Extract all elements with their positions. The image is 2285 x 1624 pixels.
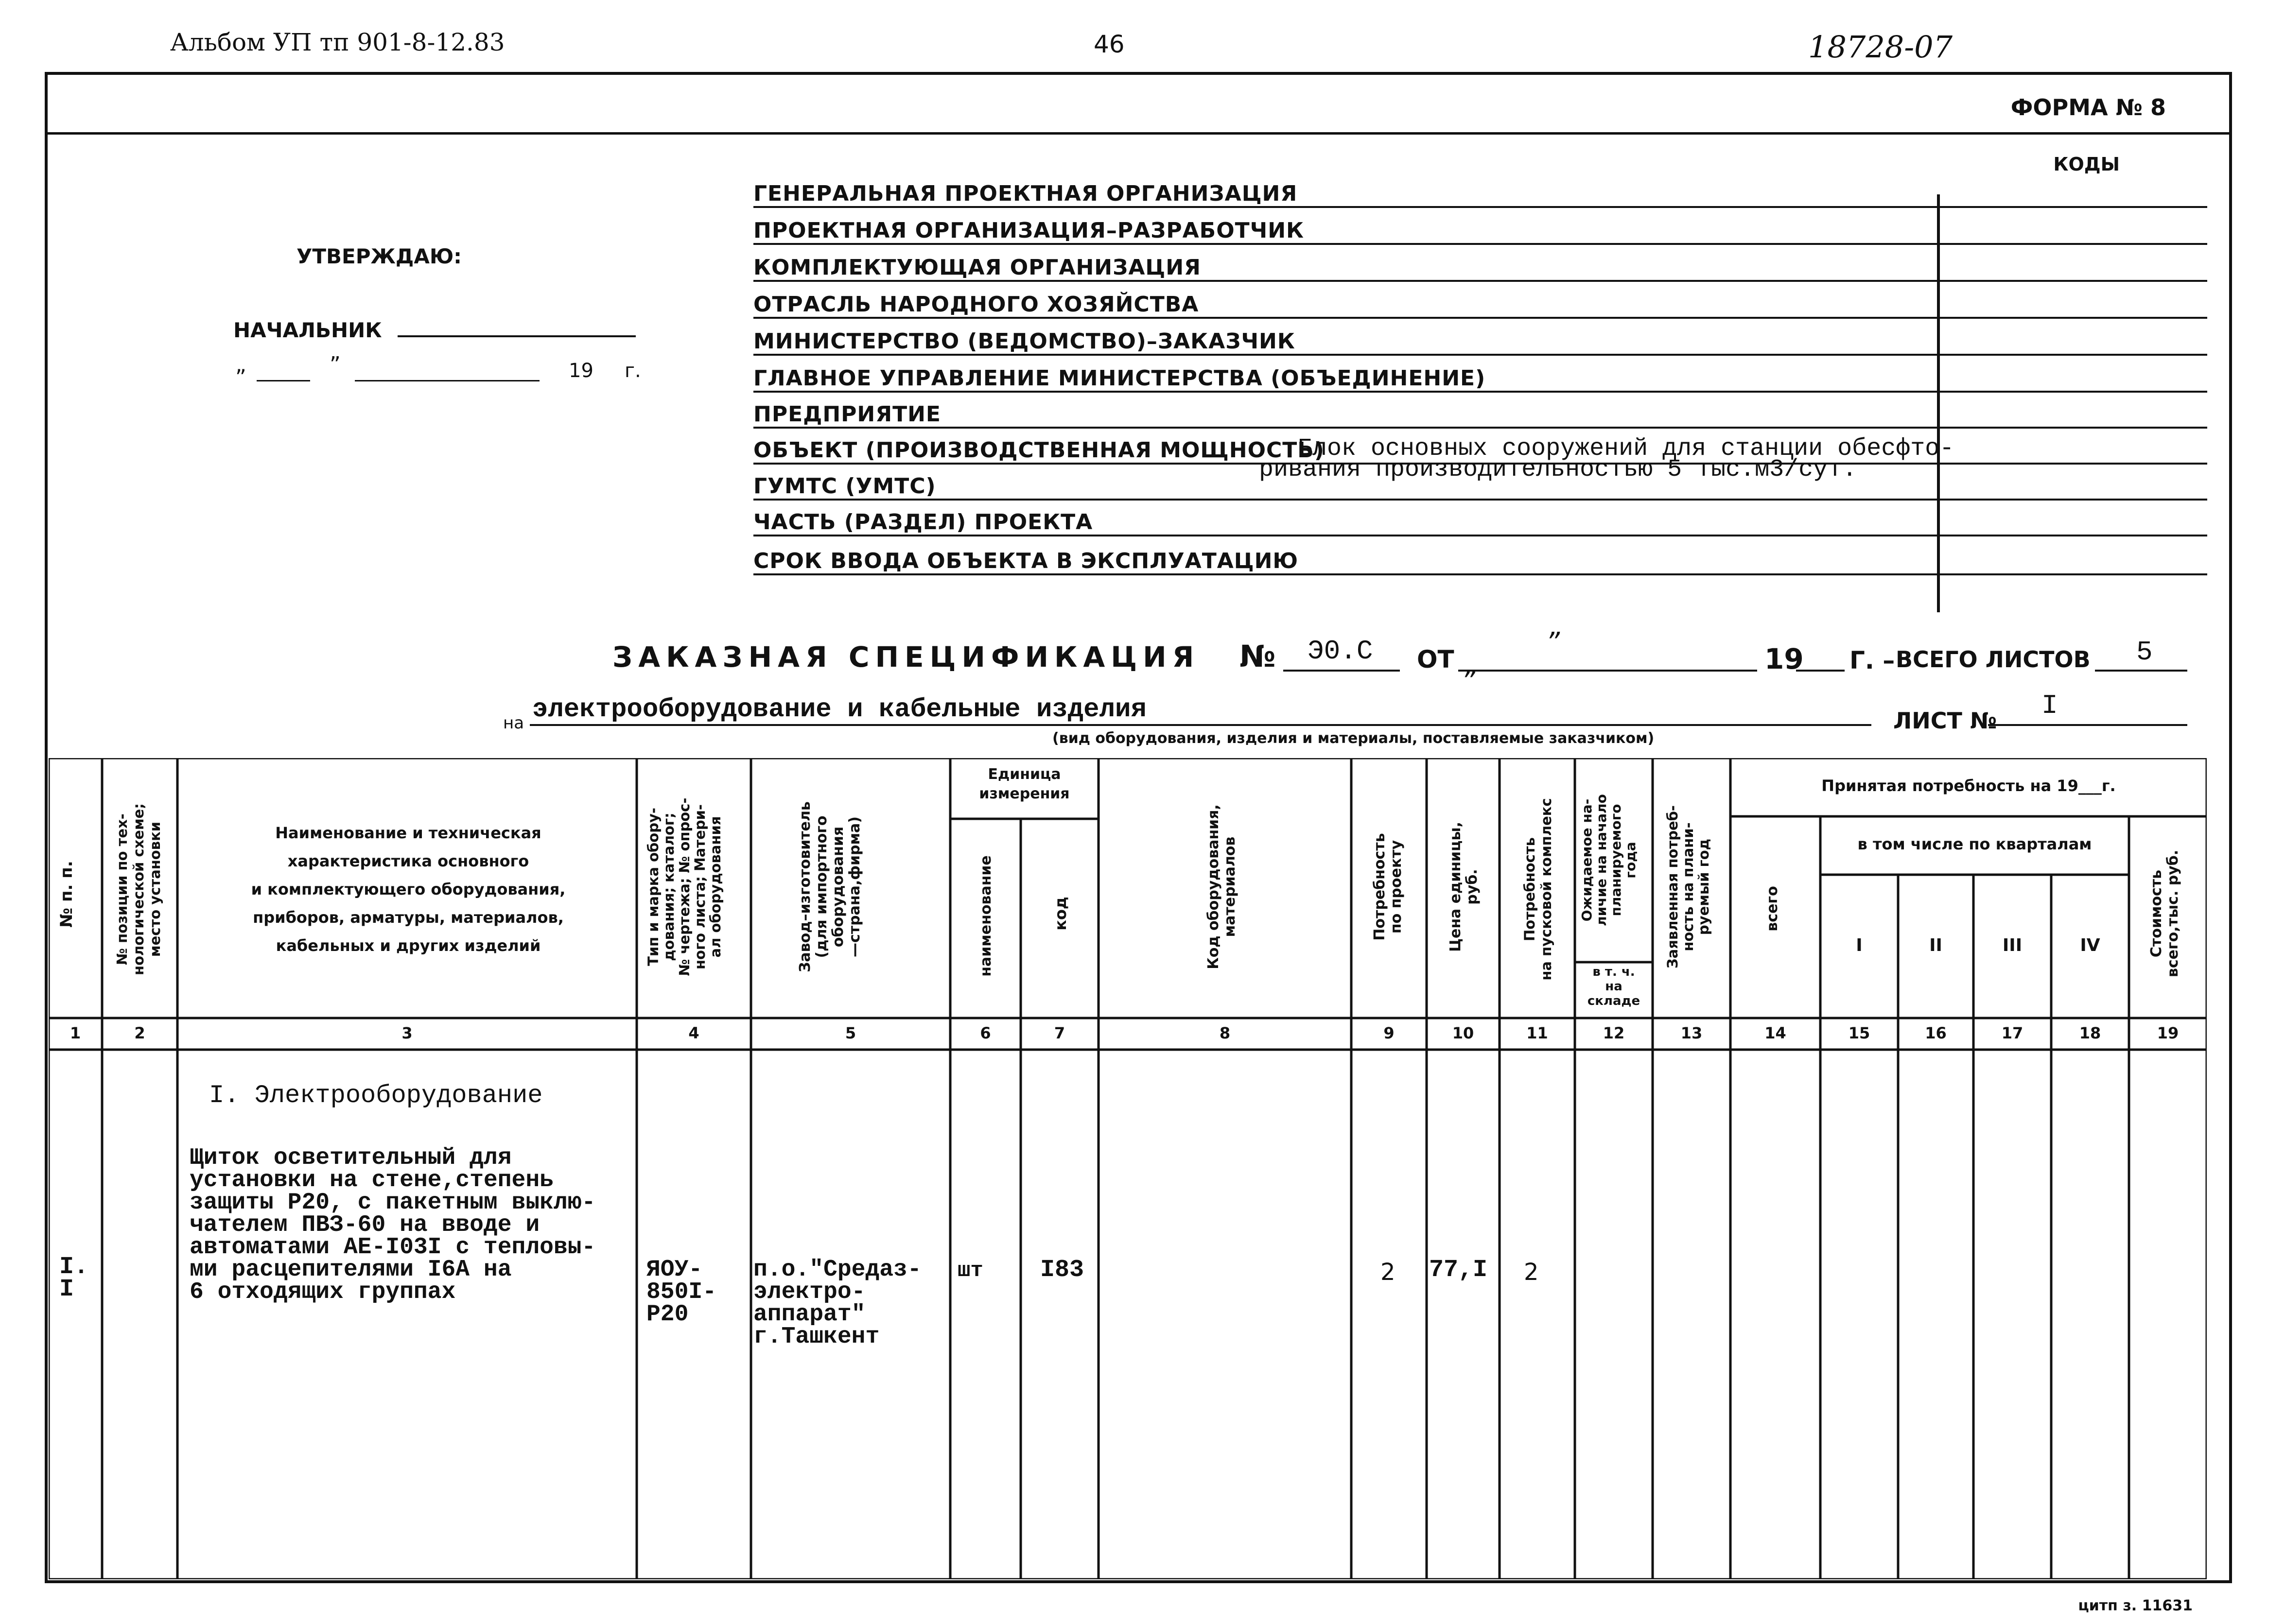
header-q2: II xyxy=(1929,935,1942,955)
field-label: ОТРАСЛЬ НАРОДНОГО ХОЗЯЙСТВА xyxy=(753,292,1202,317)
specification-table xyxy=(49,758,2207,1579)
field-label: ГУМТС (УМТС) xyxy=(753,474,939,499)
approval-day-line[interactable] xyxy=(257,380,310,381)
field-ministry-customer[interactable] xyxy=(753,327,2207,356)
date-quote-close: ” xyxy=(330,352,341,377)
codes-divider xyxy=(1937,194,1940,612)
date-quote-open: „ xyxy=(235,352,246,377)
row-unit-name: шт xyxy=(958,1259,983,1283)
total-sheets-line[interactable] xyxy=(2095,670,2187,672)
spec-subject-note: (вид оборудования, изделия и материалы, поставляемые заказчиком) xyxy=(1052,730,1655,747)
header-q3: III xyxy=(2002,935,2023,955)
column-number: 3 xyxy=(401,1024,413,1042)
column-number: 10 xyxy=(1452,1024,1474,1042)
header-equipment-code: Код оборудования, материалов xyxy=(1205,804,1238,969)
sheet-number-value: I xyxy=(2041,690,2058,721)
field-label: ОБЪЕКТ (ПРОИЗВОДСТВЕННАЯ МОЩНОСТЬ) xyxy=(753,438,1327,463)
total-sheets-value: 5 xyxy=(2136,637,2153,668)
spec-date-label: ОТ xyxy=(1417,645,1454,674)
codes-label: КОДЫ xyxy=(2053,154,2120,175)
header-project-need: Потребность по проекту xyxy=(1371,833,1405,941)
row-unit-code: I83 xyxy=(1040,1256,1084,1284)
column-number: 12 xyxy=(1603,1024,1625,1042)
row-manufacturer: п.о."Средаз- электро- аппарат" г.Ташкент xyxy=(753,1257,922,1350)
section-heading: I. Электрооборудование xyxy=(209,1081,543,1110)
header-type: Тип и марка обору- дования; каталог; № чертежа; № опрос- ного листа; Матери- ал оборудования xyxy=(645,797,724,976)
column-number: 2 xyxy=(134,1024,145,1042)
header-row-number: № п. п. xyxy=(57,861,76,928)
row-description: Щиток осветительный для установки на стене,степень защиты Р20, с пакетным выклю- чателем ПВЗ-60 на вводе и автоматами АЕ-I03I с тепловы- ми расцепителями I6А на 6 отходящих группах xyxy=(190,1145,596,1305)
sheet-number-line[interactable] xyxy=(1988,724,2187,726)
row-launch-need: 2 xyxy=(1524,1259,1539,1286)
spec-subject-value: электрооборудование и кабельные изделия xyxy=(532,695,1147,725)
field-project-part[interactable] xyxy=(753,507,2207,536)
field-industry[interactable] xyxy=(753,290,2207,319)
header-accepted-need: Принятая потребность на 19___г. xyxy=(1821,777,2116,795)
field-label: ГЛАВНОЕ УПРАВЛЕНИЕ МИНИСТЕРСТВА (ОБЪЕДИНЕНИЕ) xyxy=(753,366,1488,391)
field-label: СРОК ВВОДА ОБЪЕКТА В ЭКСПЛУАТАЦИЮ xyxy=(753,549,1301,573)
field-enterprise[interactable] xyxy=(753,399,2207,429)
chief-label: НАЧАЛЬНИК xyxy=(233,318,382,342)
sheet-number-label: ЛИСТ № xyxy=(1893,708,1997,734)
field-commissioning-date[interactable] xyxy=(753,546,2207,575)
header-unit-name: наименование xyxy=(977,855,994,977)
field-label: ПРОЕКТНАЯ ОРГАНИЗАЦИЯ–РАЗРАБОТЧИК xyxy=(753,218,1307,243)
column-number: 1 xyxy=(70,1024,81,1042)
column-number: 5 xyxy=(845,1024,856,1042)
form-top-rule xyxy=(45,132,2232,135)
column-number: 16 xyxy=(1925,1024,1947,1042)
column-number: 7 xyxy=(1054,1024,1065,1042)
column-number: 18 xyxy=(2079,1024,2101,1042)
column-number: 8 xyxy=(1219,1024,1231,1042)
spec-title: ЗАКАЗНАЯ СПЕЦИФИКАЦИЯ xyxy=(612,640,1200,674)
approve-label: УТВЕРЖДАЮ: xyxy=(297,244,462,268)
column-number: 15 xyxy=(1848,1024,1870,1042)
header-cost: Стоимость всего,тыс. руб. xyxy=(2148,849,2181,978)
header-position: № позиции по тех- нологической схеме; место установки xyxy=(114,803,163,975)
form-number: ФОРМА № 8 xyxy=(2010,94,2166,121)
row-number: I. I xyxy=(59,1253,89,1303)
spec-date-line[interactable] xyxy=(1458,670,1757,672)
field-label: КОМПЛЕКТУЮЩАЯ ОРГАНИЗАЦИЯ xyxy=(753,255,1204,280)
header-q1: I xyxy=(1856,935,1863,955)
header-total: всего xyxy=(1764,886,1781,932)
header-q4: IV xyxy=(2080,935,2100,955)
approval-month-line[interactable] xyxy=(355,380,540,381)
page-number: 46 xyxy=(1094,30,1125,58)
spec-subject-label: на xyxy=(503,713,524,733)
row-type: ЯОУ- 850I- Р20 xyxy=(646,1257,717,1328)
header-unit-code: код xyxy=(1051,897,1070,931)
header-quarters: в том числе по кварталам xyxy=(1857,835,2092,853)
field-general-design-org[interactable] xyxy=(753,179,2207,208)
object-value-line2: ривания производительностью 5 тыс.м3/сут. xyxy=(1259,456,1857,484)
spec-date-quote-close: ” xyxy=(1461,666,1476,697)
spec-year-line[interactable] xyxy=(1796,670,1845,672)
header-expected-stock: Ожидаемое на- личие на начало планируемого года xyxy=(1579,794,1639,926)
column-number: 9 xyxy=(1383,1024,1395,1042)
approval-year-prefix: 19 xyxy=(569,360,593,382)
header-manufacturer: Завод–изготовитель (для импортного оборудования —страна,фирма) xyxy=(797,801,863,972)
row-project-need: 2 xyxy=(1380,1259,1395,1286)
approval-year-suffix: г. xyxy=(625,360,641,382)
row-unit-price: 77,I xyxy=(1429,1256,1488,1284)
header-name: Наименование и техническая характеристика основного и комплектующего оборудования, приборов, арматуры, материалов, кабельных и других изделий xyxy=(251,824,566,955)
field-label: МИНИСТЕРСТВО (ВЕДОМСТВО)–ЗАКАЗЧИК xyxy=(753,329,1298,354)
chief-signature-line[interactable] xyxy=(398,335,636,337)
spec-year-prefix: 19 xyxy=(1764,642,1804,675)
album-reference: Альбом УП тп 901-8-12.83 xyxy=(170,28,505,56)
field-main-directorate[interactable] xyxy=(753,363,2207,393)
field-label: ЧАСТЬ (РАЗДЕЛ) ПРОЕКТА xyxy=(753,510,1096,535)
header-in-stock: в т. ч. на складе xyxy=(1587,965,1640,1008)
field-design-developer[interactable] xyxy=(753,216,2207,245)
spec-number-label: № xyxy=(1239,639,1276,674)
column-number: 4 xyxy=(688,1024,699,1042)
field-completing-org[interactable] xyxy=(753,253,2207,282)
spec-date-quote-open: ” xyxy=(1546,627,1560,658)
column-number: 17 xyxy=(2001,1024,2023,1042)
object-value-line1: Блок основных сооружений для станции обесфто- xyxy=(1298,435,1954,463)
print-stamp: цитп з. 11631 xyxy=(2078,1597,2193,1614)
column-number: 13 xyxy=(1680,1024,1703,1042)
spec-number-value: Э0.С xyxy=(1308,636,1373,667)
spec-subject-line[interactable] xyxy=(530,724,1871,726)
field-label: ГЕНЕРАЛЬНАЯ ПРОЕКТНАЯ ОРГАНИЗАЦИЯ xyxy=(753,181,1300,206)
column-number: 14 xyxy=(1764,1024,1786,1042)
column-number: 19 xyxy=(2157,1024,2179,1042)
spec-number-line[interactable] xyxy=(1283,670,1400,672)
spec-year-suffix: Г. – xyxy=(1849,646,1895,674)
header-launch-need: Потребность на пусковой комплекс xyxy=(1521,798,1554,981)
column-number: 6 xyxy=(980,1024,991,1042)
header-unit: Единица измерения xyxy=(979,766,1070,802)
document-number: 18728-07 xyxy=(1808,29,1953,65)
field-label: ПРЕДПРИЯТИЕ xyxy=(753,402,944,427)
total-sheets-label: ВСЕГО ЛИСТОВ xyxy=(1896,646,2091,673)
header-unit-price: Цена единицы, руб. xyxy=(1447,822,1481,952)
column-number: 11 xyxy=(1526,1024,1548,1042)
header-declared-need: Заявленная потреб- ность на плани- руемый год xyxy=(1664,805,1712,968)
